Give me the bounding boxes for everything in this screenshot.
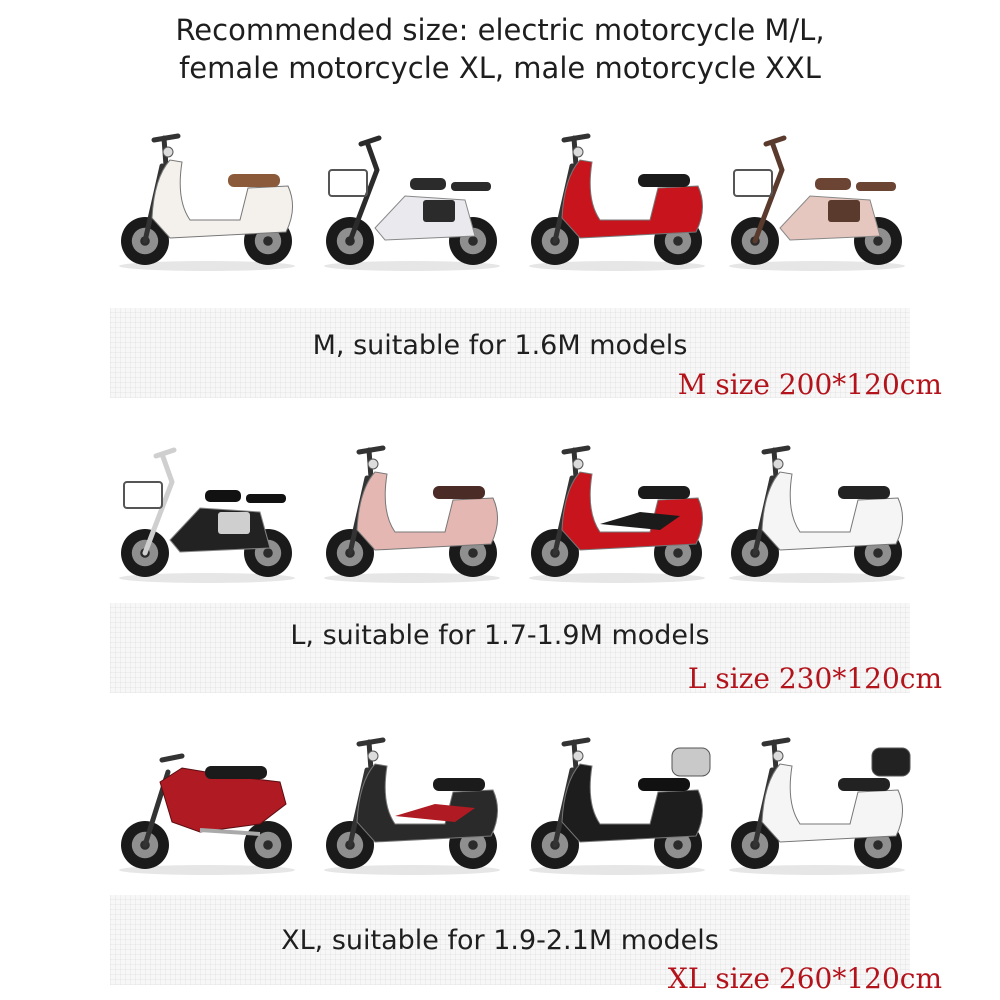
seat: [638, 778, 690, 791]
rear-seat: [246, 494, 286, 503]
hub: [673, 840, 683, 850]
header-line-1: Recommended size: electric motorcycle M/L,: [175, 13, 825, 47]
hub: [468, 548, 478, 558]
motorcycle-image: [720, 108, 915, 283]
battery: [423, 200, 455, 222]
basket: [734, 170, 772, 196]
hub: [263, 548, 273, 558]
bike-row-l: [110, 420, 910, 595]
top-box: [672, 748, 710, 776]
body-shell: [152, 160, 293, 238]
battery: [828, 200, 860, 222]
motorcycle-image: [520, 420, 715, 595]
rear-seat: [451, 182, 491, 191]
header-line-2: female motorcycle XL, male motorcycle XXL: [179, 51, 821, 85]
seat: [838, 486, 890, 499]
size-xl: XL size 260*120cm: [667, 962, 942, 995]
motorcycle-image: [110, 420, 305, 595]
headlight: [573, 147, 583, 157]
headlight: [573, 751, 583, 761]
seat: [410, 178, 446, 190]
body-shell: [562, 472, 703, 550]
body-shell: [562, 160, 703, 238]
bike-row-m: [110, 108, 910, 283]
hub: [468, 840, 478, 850]
rear-seat: [856, 182, 896, 191]
size-m: M size 200*120cm: [677, 368, 942, 401]
seat: [638, 174, 690, 187]
motorcycle-image: [315, 108, 510, 283]
basket: [124, 482, 162, 508]
hub: [873, 236, 883, 246]
body-shell: [762, 472, 903, 550]
motorcycle-image: [720, 420, 915, 595]
motorcycle-image: [520, 108, 715, 283]
headlight: [773, 459, 783, 469]
suitability-l: L, suitable for 1.7-1.9M models: [290, 620, 710, 651]
motorcycle-image: [720, 712, 915, 887]
bike-row-xl: [110, 712, 910, 887]
body-shell: [357, 472, 498, 550]
hub: [263, 840, 273, 850]
motorcycle-image: [520, 712, 715, 887]
seat: [433, 778, 485, 791]
body-shell: [357, 764, 498, 842]
headlight: [368, 751, 378, 761]
hub: [873, 548, 883, 558]
top-box: [872, 748, 910, 776]
basket: [329, 170, 367, 196]
suitability-m: M, suitable for 1.6M models: [312, 330, 688, 361]
headlight: [163, 147, 173, 157]
motorcycle-image: [110, 108, 305, 283]
seat: [638, 486, 690, 499]
suitability-xl: XL, suitable for 1.9-2.1M models: [281, 925, 719, 956]
battery: [218, 512, 250, 534]
seat: [815, 178, 851, 190]
hub: [873, 840, 883, 850]
size-l: L size 230*120cm: [687, 662, 942, 695]
headlight: [368, 459, 378, 469]
hub: [468, 236, 478, 246]
hub: [673, 548, 683, 558]
motorcycle-image: [315, 420, 510, 595]
headlight: [773, 751, 783, 761]
seat: [228, 174, 280, 187]
seat: [205, 766, 267, 779]
motorcycle-image: [315, 712, 510, 887]
motorcycle-image: [110, 712, 305, 887]
seat: [838, 778, 890, 791]
hub: [673, 236, 683, 246]
seat: [205, 490, 241, 502]
headlight: [573, 459, 583, 469]
seat: [433, 486, 485, 499]
hub: [263, 236, 273, 246]
